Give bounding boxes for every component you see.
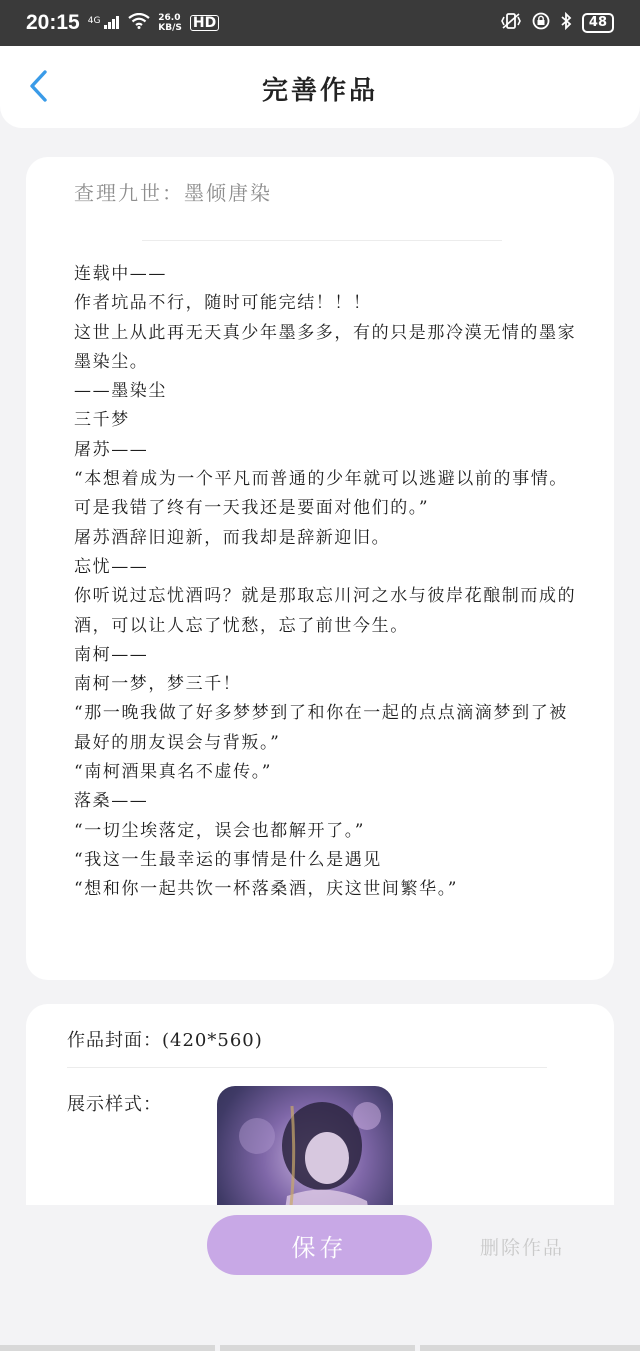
content-line: 你听说过忘忧酒吗？就是那取忘川河之水与彼岸花酿制而成的酒，可以让人忘了忧愁，忘了前世今生。 xyxy=(74,586,577,636)
content-line: “那一晚我做了好多梦梦到了和你在一起的点点滴滴梦到了被最好的朋友误会与背叛。” xyxy=(74,703,568,753)
bluetooth-icon xyxy=(560,12,572,34)
content-line: “我这一生最幸运的事情是什么是遇见 xyxy=(74,849,382,870)
speed-value: 26.0 xyxy=(158,13,181,23)
content-line: 屠苏酒辞旧迎新，而我却是辞新迎旧。 xyxy=(74,527,391,548)
content-line: 三千梦 xyxy=(74,410,130,431)
content-line: “一切尘埃落定，误会也都解开了。” xyxy=(74,820,366,841)
save-button[interactable]: 保存 xyxy=(207,1215,432,1275)
content-line: “本想着成为一个平凡而普通的少年就可以逃避以前的事情。可是我错了终有一天我还是要面对他们的。” xyxy=(74,469,568,519)
content-line: ——墨染尘 xyxy=(74,381,167,402)
header xyxy=(0,46,640,128)
content-line: 忘忧—— xyxy=(74,556,149,577)
work-text-card xyxy=(26,157,614,980)
status-left xyxy=(26,11,219,35)
status-time: 20:15 xyxy=(26,11,80,34)
cover-divider xyxy=(67,1067,547,1068)
vibrate-icon xyxy=(500,12,522,34)
network-type: 4G xyxy=(87,16,101,26)
speed-unit: KB/S xyxy=(158,23,182,33)
status-right xyxy=(500,12,614,34)
bottom-action-bar xyxy=(0,1205,640,1351)
nav-segment[interactable] xyxy=(220,1345,415,1351)
nav-segment[interactable] xyxy=(420,1345,640,1351)
network-speed xyxy=(158,13,182,33)
content-line: 作者坑品不行，随时可能完结！！！ xyxy=(74,293,372,314)
content-line: 落桑—— xyxy=(74,791,149,812)
lock-rotation-icon xyxy=(532,12,550,34)
battery-icon: 48 xyxy=(582,13,614,33)
wifi-icon xyxy=(128,13,150,33)
page-title: 完善作品 xyxy=(261,76,378,106)
hd-badge: HD xyxy=(190,15,219,31)
content-line: 连载中—— xyxy=(74,264,167,284)
cover-label: 作品封面：(420*560) xyxy=(67,1030,263,1051)
content-line: 这世上从此再无天真少年墨多多，有的只是那冷漠无情的墨家墨染尘。 xyxy=(74,322,577,372)
nav-segment[interactable] xyxy=(0,1345,215,1351)
content-line: “南柯酒果真名不虚传。” xyxy=(74,762,273,783)
content-line: “想和你一起共饮一杯落桑酒，庆这世间繁华。” xyxy=(74,879,459,900)
content-line: 南柯一梦，梦三千！ xyxy=(74,674,242,695)
work-content-textarea[interactable] xyxy=(74,260,584,905)
work-title-input[interactable]: 查理九世：墨倾唐染 xyxy=(74,181,272,205)
display-style-label: 展示样式： xyxy=(67,1094,162,1115)
title-divider xyxy=(142,240,502,241)
content-line: 南柯—— xyxy=(74,644,149,665)
status-bar xyxy=(0,0,640,46)
delete-work-button[interactable]: 删除作品 xyxy=(480,1233,600,1260)
content-line: 屠苏—— xyxy=(74,439,149,460)
signal-icon xyxy=(88,15,121,31)
system-nav-bar xyxy=(0,1343,640,1351)
